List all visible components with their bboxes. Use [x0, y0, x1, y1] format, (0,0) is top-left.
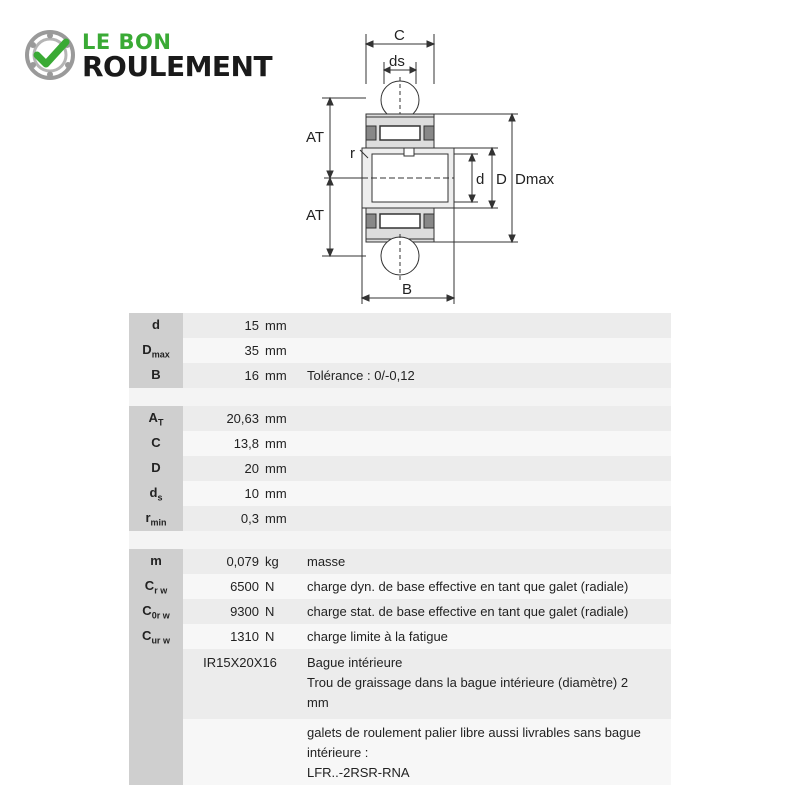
unit: mm [265, 338, 303, 363]
value: 20 [183, 456, 265, 481]
unit: N [265, 574, 303, 599]
symbol: d [152, 316, 160, 332]
symbol-subscript: min [150, 517, 167, 528]
table-row [129, 406, 671, 431]
description: Tolérance : 0/-0,12 [303, 363, 671, 388]
unit: N [265, 599, 303, 624]
value: 16 [183, 363, 265, 388]
symbol-subscript: s [157, 492, 163, 503]
symbol-subscript: 0r w [151, 610, 170, 621]
label-AT-top: AT [306, 129, 325, 146]
unit: mm [265, 406, 303, 431]
label-r: r [350, 145, 355, 162]
description: charge dyn. de base effective en tant que galet (radiale) [303, 574, 671, 599]
description [303, 481, 671, 506]
description [303, 406, 671, 431]
symbol: A [148, 409, 158, 425]
description: charge limite à la fatigue [303, 624, 671, 649]
symbol: r [145, 509, 151, 525]
accessory-line1: Bague intérieure [307, 655, 403, 670]
description [303, 338, 671, 363]
value: 0,3 [183, 506, 265, 531]
label-B: B [402, 281, 413, 298]
value: 15 [183, 313, 265, 338]
unit: mm [265, 363, 303, 388]
label-C: C [394, 27, 405, 44]
table-row [129, 574, 671, 599]
accessory-code: IR15X20X16 [183, 649, 303, 719]
logo [24, 28, 294, 84]
value: 1310 [183, 624, 265, 649]
note-line1: galets de roulement palier libre aussi livrables sans bague [307, 725, 641, 740]
unit: kg [265, 549, 303, 574]
accessory-line3: mm [307, 695, 329, 710]
unit: mm [265, 456, 303, 481]
symbol: D [142, 341, 152, 357]
unit: mm [265, 313, 303, 338]
value: 0,079 [183, 549, 265, 574]
description [303, 506, 671, 531]
label-d: d [476, 171, 485, 188]
label-D: D [496, 171, 507, 188]
table-row [129, 624, 671, 649]
note-line3: LFR..-2RSR-RNA [307, 765, 410, 780]
symbol-subscript: max [151, 349, 170, 360]
symbol: C [142, 627, 152, 643]
label-ds: ds [389, 53, 405, 70]
unit: mm [265, 431, 303, 456]
symbol-subscript: T [157, 417, 164, 428]
symbol: D [151, 459, 161, 475]
symbol: d [149, 484, 158, 500]
symbol: C [144, 577, 155, 593]
symbol-subscript: r w [154, 585, 168, 596]
logo-text-line1: LE BON [82, 30, 172, 54]
table-row [129, 599, 671, 624]
unit: mm [265, 506, 303, 531]
description [303, 431, 671, 456]
description: masse [303, 549, 671, 574]
symbol: B [151, 366, 161, 382]
symbol-subscript: ur w [151, 635, 170, 646]
description [303, 456, 671, 481]
unit: N [265, 624, 303, 649]
unit: mm [265, 481, 303, 506]
table-row [129, 313, 671, 338]
note-line2: intérieure : [307, 745, 369, 760]
accessory-line2: Trou de graissage dans la bague intérieure (diamètre) 2 [307, 675, 629, 690]
description [303, 313, 671, 338]
value: 35 [183, 338, 265, 363]
accessory-row [129, 649, 671, 719]
table-row [129, 481, 671, 506]
label-Dmax: Dmax [515, 171, 555, 188]
label-AT-bottom: AT [306, 207, 325, 224]
table-row [129, 549, 671, 574]
value: 13,8 [183, 431, 265, 456]
symbol: C [142, 602, 152, 618]
logo-text-line2: ROULEMENT [82, 50, 273, 83]
bearing-check-icon [24, 28, 78, 82]
bearing-cross-section-drawing [300, 22, 560, 312]
value: 20,63 [183, 406, 265, 431]
table-row [129, 506, 671, 531]
value: 9300 [183, 599, 265, 624]
note-row [129, 719, 671, 785]
spacer-row [129, 388, 671, 406]
specifications-table [129, 313, 671, 785]
symbol: m [150, 552, 162, 568]
value: 6500 [183, 574, 265, 599]
table-row [129, 363, 671, 388]
table-row [129, 456, 671, 481]
symbol: C [151, 434, 161, 450]
spacer-row [129, 531, 671, 549]
description: charge stat. de base effective en tant que galet (radiale) [303, 599, 671, 624]
value: 10 [183, 481, 265, 506]
table-row [129, 338, 671, 363]
table-row [129, 431, 671, 456]
